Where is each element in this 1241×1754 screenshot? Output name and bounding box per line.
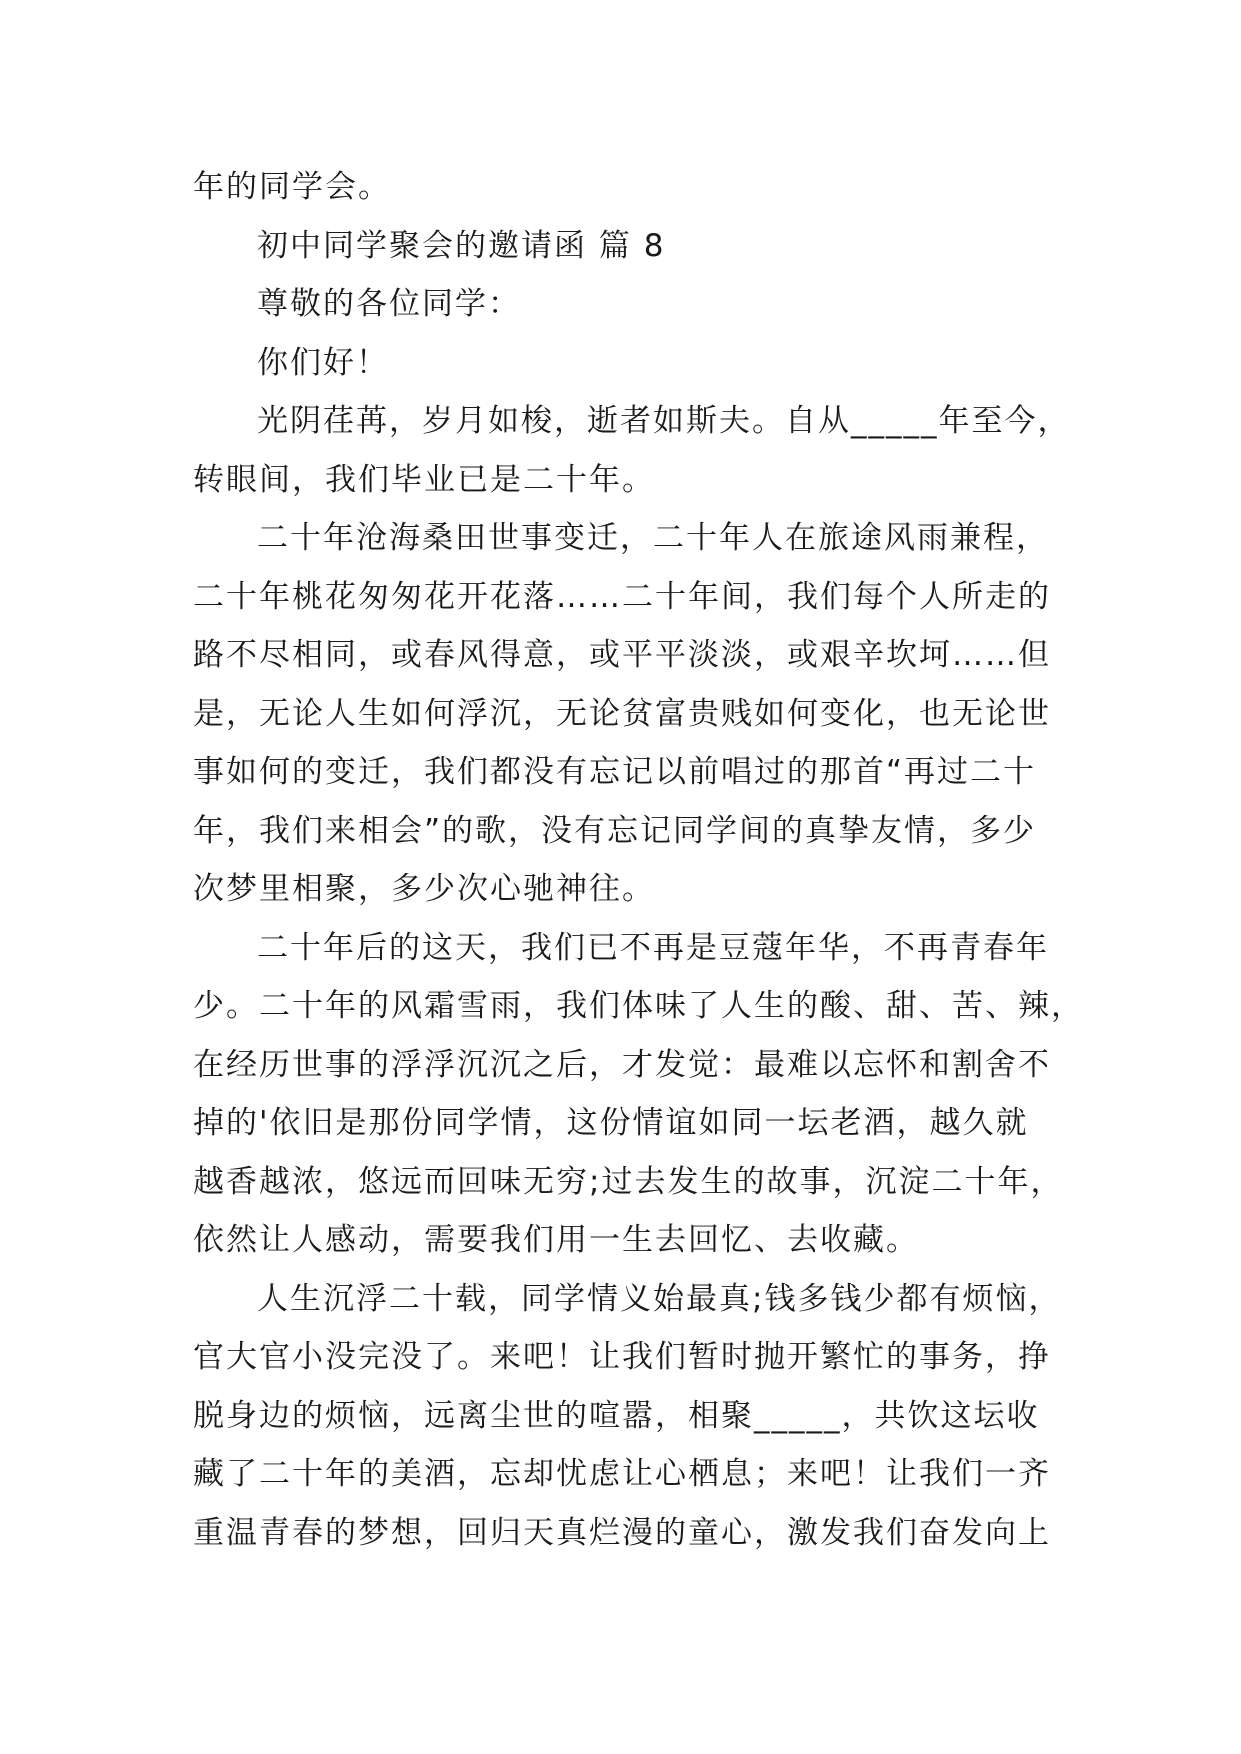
text-line: 年，我们来相会”的歌，没有忘记同学间的真挚友情，多少 [193,812,1037,849]
body-paragraph-2 [193,509,1053,919]
text-line: 脱身边的烦恼，远离尘世的喧嚣，相聚_____，共饮这坛收 [193,1397,1040,1434]
text-line: 年的同学会。 [193,169,391,205]
text-line: 重温青春的梦想，回归天真烂漫的童心，激发我们奋发向上 [193,1514,1051,1551]
body-paragraph-3 [193,919,1084,1270]
text-line: 你们好！ [257,344,389,381]
document-body [193,158,1084,1562]
text-line: 人生沉浮二十载，同学情义始最真;钱多钱少都有烦恼， [257,1280,1062,1317]
text-line: 官大官小没完没了。来吧！让我们暂时抛开繁忙的事务，挣 [193,1339,1051,1375]
text-line: 掉的'依旧是那份同学情，这份情谊如同一坛老酒，越久就 [193,1105,1029,1141]
text-line: 越香越浓，悠远而回味无穷;过去发生的故事，沉淀二十年， [193,1163,1064,1200]
body-paragraph-1 [193,392,1071,509]
section-heading [193,217,1053,276]
greeting [193,334,1053,393]
text-line: 转眼间，我们毕业已是二十年。 [193,461,655,498]
text-line: 少。二十年的风霜雪雨，我们体味了人生的酸、甜、苦、辣， [193,988,1084,1024]
text-line: 是，无论人生如何浮沉，无论贫富贵贱如何变化，也无论世 [193,695,1051,732]
continuation-paragraph [193,158,1053,217]
text-line: 尊敬的各位同学： [257,286,521,322]
text-line: 光阴荏苒，岁月如梭，逝者如斯夫。自从_____年至今， [257,403,1071,439]
text-line: 藏了二十年的美酒，忘却忧虑让心栖息；来吧！让我们一齐 [193,1456,1051,1492]
salutation [193,275,1053,334]
text-line: 次梦里相聚，多少次心驰神往。 [193,871,655,907]
text-line: 事如何的变迁，我们都没有忘记以前唱过的那首“再过二十 [193,754,1037,790]
text-line: 初中同学聚会的邀请函 篇 8 [257,227,666,264]
text-line: 二十年后的这天，我们已不再是豆蔻年华，不再青春年 [257,929,1049,966]
body-paragraph-4 [193,1270,1062,1563]
text-line: 路不尽相同，或春风得意，或平平淡淡，或艰辛坎坷……但 [193,637,1051,673]
text-line: 二十年桃花匆匆花开花落……二十年间，我们每个人所走的 [193,578,1051,615]
text-line: 依然让人感动，需要我们用一生去回忆、去收藏。 [193,1222,919,1258]
text-line: 在经历世事的浮浮沉沉之后，才发觉：最难以忘怀和割舍不 [193,1046,1051,1083]
text-line: 二十年沧海桑田世事变迁，二十年人在旅途风雨兼程， [257,520,1049,556]
